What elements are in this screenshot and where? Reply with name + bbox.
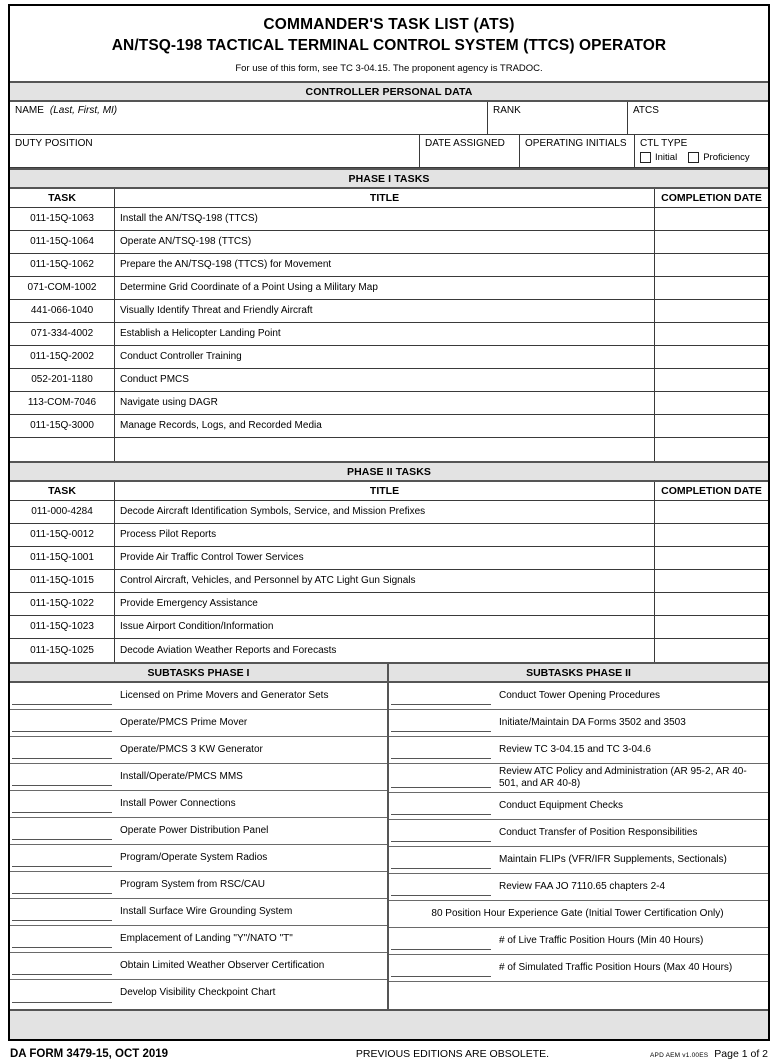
task-title-cell: Manage Records, Logs, and Recorded Media	[115, 415, 655, 437]
task-number-cell: 011-15Q-1025	[10, 639, 115, 662]
phase-1-tasks-band: PHASE I TASKS	[10, 168, 768, 189]
subtask-label: Develop Visibility Checkpoint Chart	[120, 987, 276, 999]
atcs-label: ATCS	[633, 104, 659, 116]
subtask-label: Licensed on Prime Movers and Generator Sets	[120, 689, 329, 701]
completion-date-cell[interactable]	[655, 208, 768, 230]
subtask-entry-line[interactable]	[391, 941, 491, 950]
subtask-entry-line[interactable]	[391, 887, 491, 896]
phase-1-task-table	[10, 189, 768, 461]
task-title-cell: Install the AN/TSQ-198 (TTCS)	[115, 208, 655, 230]
table-row	[10, 438, 768, 461]
table-row	[10, 639, 768, 662]
subtask-row	[389, 901, 768, 928]
task-number-cell: 011-15Q-2002	[10, 346, 115, 368]
subtask-row	[389, 874, 768, 901]
task-title-cell: Provide Emergency Assistance	[115, 593, 655, 615]
subtask-entry-line[interactable]	[391, 860, 491, 869]
subtask-label: Operate/PMCS Prime Mover	[120, 716, 248, 728]
duty-position-label: DUTY POSITION	[15, 137, 93, 149]
subtask-label: Program/Operate System Radios	[120, 851, 268, 863]
form-subtitle: For use of this form, see TC 3-04.15. The proponent agency is TRADOC.	[235, 62, 543, 74]
table-row	[10, 415, 768, 438]
subtask-row	[10, 683, 387, 710]
subtask-row	[389, 737, 768, 764]
completion-date-cell[interactable]	[655, 639, 768, 662]
completion-date-cell[interactable]	[655, 323, 768, 345]
name-label: NAME	[15, 104, 44, 116]
subtask-entry-line[interactable]	[391, 779, 491, 788]
ctl-type-options	[640, 152, 764, 163]
subtask-entry-line[interactable]	[12, 858, 112, 867]
subtask-label: # of Live Traffic Position Hours (Min 40 Hours)	[499, 934, 704, 946]
task-number-cell: 011-15Q-1062	[10, 254, 115, 276]
subtask-label: # of Simulated Traffic Position Hours (Max 40 Hours)	[499, 961, 733, 973]
task-number-cell: 011-15Q-1022	[10, 593, 115, 615]
subtask-row	[389, 847, 768, 874]
subtask-label: Operate Power Distribution Panel	[120, 824, 269, 836]
task-number-cell: 071-334-4002	[10, 323, 115, 345]
task-number-cell	[10, 438, 115, 461]
table-row	[10, 346, 768, 369]
phase-2-header-row	[10, 482, 768, 501]
task-title-cell: Control Aircraft, Vehicles, and Personnel by ATC Light Gun Signals	[115, 570, 655, 592]
subtasks-phase-2-column	[389, 683, 768, 1009]
subtasks-header-row	[10, 662, 768, 683]
footer-form-id: DA FORM 3479-15, OCT 2019	[10, 1047, 169, 1060]
task-number-cell: 011-000-4284	[10, 501, 115, 523]
task-title-cell: Conduct PMCS	[115, 369, 655, 391]
completion-date-cell[interactable]	[655, 415, 768, 437]
subtask-row	[389, 764, 768, 793]
completion-date-cell[interactable]	[655, 392, 768, 414]
operating-initials-field[interactable]	[520, 135, 635, 167]
personal-data-row-1	[10, 102, 768, 135]
subtask-entry-line[interactable]	[12, 777, 112, 786]
subtask-row	[10, 791, 387, 818]
phase-2-rows	[10, 501, 768, 662]
task-title-cell: Operate AN/TSQ-198 (TTCS)	[115, 231, 655, 253]
subtask-label: Install Power Connections	[120, 797, 236, 809]
completion-date-cell[interactable]	[655, 570, 768, 592]
footer-right	[650, 1048, 768, 1060]
phase-1-header-title: TITLE	[115, 189, 655, 207]
table-row	[10, 277, 768, 300]
table-row	[10, 300, 768, 323]
completion-date-cell[interactable]	[655, 524, 768, 546]
subtask-label: Obtain Limited Weather Observer Certification	[120, 959, 325, 971]
completion-date-cell[interactable]	[655, 300, 768, 322]
table-row	[10, 323, 768, 346]
table-row	[10, 231, 768, 254]
task-number-cell: 011-15Q-1001	[10, 547, 115, 569]
subtask-entry-line[interactable]	[12, 831, 112, 840]
completion-date-cell[interactable]	[655, 277, 768, 299]
task-title-cell: Decode Aircraft Identification Symbols, Service, and Mission Prefixes	[115, 501, 655, 523]
completion-date-cell[interactable]	[655, 231, 768, 253]
form-title-line-1: COMMANDER'S TASK LIST (ATS)	[263, 16, 515, 33]
subtask-label: Maintain FLIPs (VFR/IFR Supplements, Sectionals)	[499, 853, 727, 865]
subtask-entry-line[interactable]	[12, 966, 112, 975]
task-title-cell: Issue Airport Condition/Information	[115, 616, 655, 638]
subtask-label: Program System from RSC/CAU	[120, 878, 266, 890]
subtask-entry-line[interactable]	[12, 696, 112, 705]
name-hint: (Last, First, MI)	[49, 104, 118, 116]
date-assigned-label: DATE ASSIGNED	[425, 137, 505, 149]
task-number-cell: 113-COM-7046	[10, 392, 115, 414]
table-row	[10, 392, 768, 415]
form-footer	[8, 1048, 770, 1060]
subtask-label: Review ATC Policy and Administration (AR 95-2, AR 40-501, and AR 40-8)	[499, 765, 747, 789]
task-number-cell: 011-15Q-1063	[10, 208, 115, 230]
subtasks-phase-1-header: SUBTASKS PHASE I	[10, 664, 389, 681]
task-number-cell: 011-15Q-3000	[10, 415, 115, 437]
table-row	[10, 501, 768, 524]
subtask-row	[389, 955, 768, 982]
subtask-label: 80 Position Hour Experience Gate (Initial Tower Certification Only)	[431, 907, 724, 919]
phase-1-header-completion-date: COMPLETION DATE	[661, 191, 762, 204]
subtask-label: Operate/PMCS 3 KW Generator	[120, 743, 263, 755]
task-title-cell: Conduct Controller Training	[115, 346, 655, 368]
phase-1-header-task: TASK	[10, 189, 115, 207]
rank-field[interactable]	[488, 102, 628, 134]
subtask-row	[10, 764, 387, 791]
task-title-cell: Provide Air Traffic Control Tower Services	[115, 547, 655, 569]
phase-2-header-task: TASK	[10, 482, 115, 500]
subtask-label: Conduct Transfer of Position Responsibilities	[499, 826, 698, 838]
subtask-row	[10, 953, 387, 980]
subtask-entry-line[interactable]	[12, 939, 112, 948]
subtask-label: Conduct Tower Opening Procedures	[499, 689, 661, 701]
table-row	[10, 593, 768, 616]
subtask-label: Emplacement of Landing "Y"/NATO "T"	[120, 932, 293, 944]
table-row	[10, 524, 768, 547]
subtask-row	[10, 926, 387, 953]
form-title-line-2: AN/TSQ-198 TACTICAL TERMINAL CONTROL SYSTEM (TTCS) OPERATOR	[111, 36, 667, 54]
subtask-entry-line[interactable]	[12, 994, 112, 1003]
subtask-label: Install/Operate/PMCS MMS	[120, 770, 243, 782]
subtask-entry-line[interactable]	[12, 885, 112, 894]
subtask-row	[389, 820, 768, 847]
completion-date-cell[interactable]	[655, 501, 768, 523]
footer-previous-editions: PREVIOUS EDITIONS ARE OBSOLETE.	[355, 1047, 550, 1060]
phase-2-tasks-band: PHASE II TASKS	[10, 461, 768, 482]
completion-date-cell[interactable]	[655, 254, 768, 276]
controller-personal-data-band: CONTROLLER PERSONAL DATA	[10, 81, 768, 102]
completion-date-cell[interactable]	[655, 346, 768, 368]
subtask-row	[10, 899, 387, 926]
subtasks-phase-2-header: SUBTASKS PHASE II	[526, 666, 631, 679]
subtask-entry-line[interactable]	[12, 750, 112, 759]
phase-2-header-title: TITLE	[115, 482, 655, 500]
footer-page-number: Page 1 of 2	[714, 1047, 768, 1060]
subtask-row	[10, 737, 387, 764]
form-frame	[8, 4, 770, 1041]
subtask-entry-line[interactable]	[12, 804, 112, 813]
subtask-label: Initiate/Maintain DA Forms 3502 and 3503	[499, 716, 686, 728]
table-row	[10, 547, 768, 570]
task-title-cell: Process Pilot Reports	[115, 524, 655, 546]
task-number-cell: 011-15Q-1015	[10, 570, 115, 592]
form-title-block	[10, 6, 768, 81]
subtask-entry-line[interactable]	[391, 968, 491, 977]
ctl-type-label: CTL TYPE	[640, 137, 688, 149]
task-title-cell: Establish a Helicopter Landing Point	[115, 323, 655, 345]
subtask-entry-line[interactable]	[12, 723, 112, 732]
table-row	[10, 254, 768, 277]
task-number-cell: 441-066-1040	[10, 300, 115, 322]
subtask-label: Install Surface Wire Grounding System	[120, 905, 293, 917]
subtask-entry-line[interactable]	[391, 723, 491, 732]
subtask-row	[10, 980, 387, 1007]
table-row	[10, 570, 768, 593]
atcs-field[interactable]	[628, 102, 768, 134]
completion-date-cell[interactable]	[655, 369, 768, 391]
subtask-label: Review FAA JO 7110.65 chapters 2-4	[499, 880, 666, 892]
subtask-label: Review TC 3-04.15 and TC 3-04.6	[499, 743, 651, 755]
ctl-proficiency-checkbox[interactable]	[688, 152, 699, 163]
subtask-label: Conduct Equipment Checks	[499, 799, 623, 811]
subtask-entry-line[interactable]	[391, 833, 491, 842]
name-field[interactable]	[10, 102, 488, 134]
phase-2-header-completion-date: COMPLETION DATE	[661, 484, 762, 497]
personal-data-row-2	[10, 135, 768, 168]
subtasks-body	[10, 683, 768, 1009]
task-title-cell: Determine Grid Coordinate of a Point Using a Military Map	[115, 277, 655, 299]
completion-date-cell[interactable]	[655, 438, 768, 461]
operating-initials-label: OPERATING INITIALS	[525, 137, 627, 149]
phase-2-task-table	[10, 482, 768, 662]
subtask-entry-line[interactable]	[391, 696, 491, 705]
rank-label: RANK	[493, 104, 521, 116]
ctl-proficiency-label: Proficiency	[703, 151, 750, 163]
completion-date-cell[interactable]	[655, 547, 768, 569]
task-number-cell: 071-COM-1002	[10, 277, 115, 299]
subtask-row	[10, 872, 387, 899]
task-number-cell: 011-15Q-1064	[10, 231, 115, 253]
completion-date-cell[interactable]	[655, 616, 768, 638]
task-number-cell: 011-15Q-0012	[10, 524, 115, 546]
subtask-row	[389, 683, 768, 710]
subtask-row	[389, 793, 768, 820]
subtask-entry-line[interactable]	[391, 750, 491, 759]
subtask-entry-line[interactable]	[391, 806, 491, 815]
subtask-row	[389, 982, 768, 1009]
subtask-entry-line[interactable]	[12, 912, 112, 921]
task-number-cell: 011-15Q-1023	[10, 616, 115, 638]
subtask-row	[389, 928, 768, 955]
completion-date-cell[interactable]	[655, 593, 768, 615]
subtask-row	[10, 818, 387, 845]
ctl-type-field	[635, 135, 768, 167]
table-row	[10, 208, 768, 231]
task-number-cell: 052-201-1180	[10, 369, 115, 391]
ctl-initial-label: Initial	[655, 151, 678, 163]
subtasks-phase-1-column	[10, 683, 389, 1009]
subtask-row	[10, 710, 387, 737]
table-row	[10, 369, 768, 392]
table-row	[10, 616, 768, 639]
duty-position-field[interactable]	[10, 135, 420, 167]
phase-1-rows	[10, 208, 768, 461]
phase-1-header-row	[10, 189, 768, 208]
task-title-cell: Decode Aviation Weather Reports and Forecasts	[115, 639, 655, 662]
task-title-cell	[115, 438, 655, 461]
task-title-cell: Visually Identify Threat and Friendly Aircraft	[115, 300, 655, 322]
footer-apd-version: APD AEM v1.00ES	[650, 1051, 709, 1059]
ctl-initial-checkbox[interactable]	[640, 152, 651, 163]
subtask-row	[10, 845, 387, 872]
task-title-cell: Navigate using DAGR	[115, 392, 655, 414]
date-assigned-field[interactable]	[420, 135, 520, 167]
task-title-cell: Prepare the AN/TSQ-198 (TTCS) for Movement	[115, 254, 655, 276]
subtask-row	[389, 710, 768, 737]
